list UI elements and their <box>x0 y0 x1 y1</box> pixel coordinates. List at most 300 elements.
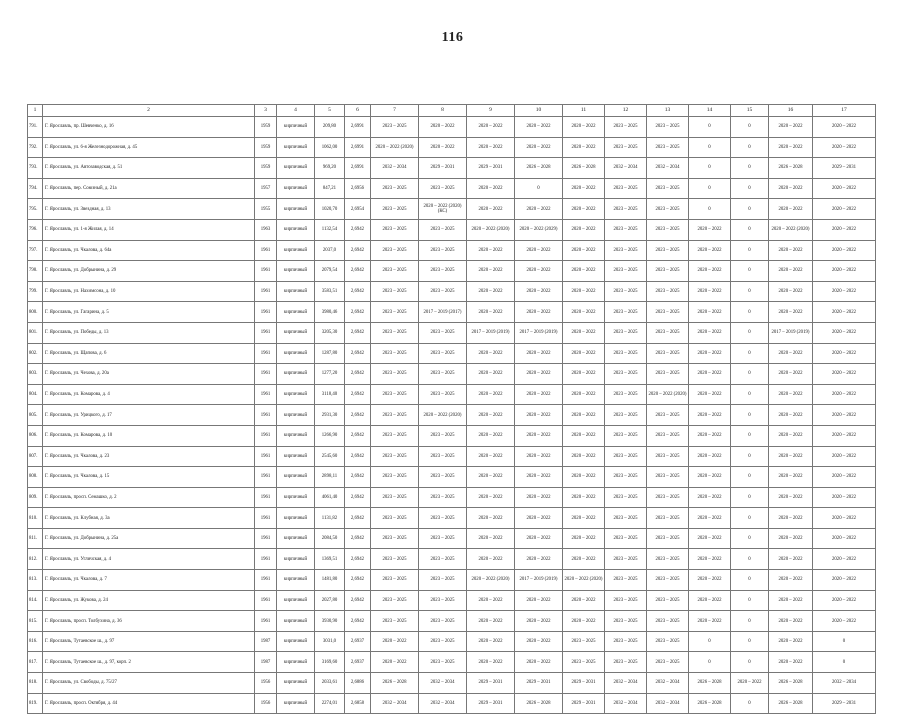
table-cell: 2023 – 2025 <box>419 364 467 385</box>
table-cell: 1369,51 <box>315 549 345 570</box>
table-cell: 0 <box>689 631 731 652</box>
table-cell: 2023 – 2025 <box>371 384 419 405</box>
table-cell: 0 <box>689 117 731 138</box>
table-cell: 2020 – 2022 (2020) <box>467 570 515 591</box>
table-cell: 3169,60 <box>315 652 345 673</box>
table-cell: 2020 – 2022 <box>515 343 563 364</box>
table-cell: 2020 – 2022 <box>769 631 813 652</box>
table-cell: 2023 – 2025 <box>605 384 647 405</box>
table-cell: Г. Ярославль, ул. Щапова, д. 6 <box>43 343 255 364</box>
table-cell: 2020 – 2022 <box>689 590 731 611</box>
table-cell: 2020 – 2022 <box>563 178 605 199</box>
table-cell: 2020 – 2022 <box>769 364 813 385</box>
table-cell: 2274,01 <box>315 693 345 714</box>
table-cell: 2020 – 2022 <box>769 467 813 488</box>
table-cell: 3118,40 <box>315 384 345 405</box>
table-cell: 0 <box>689 137 731 158</box>
table-cell: 2020 – 2022 <box>769 178 813 199</box>
table-cell: 2020 – 2022 (2029) <box>515 219 563 240</box>
table-cell: кирпичный <box>277 570 315 591</box>
table-cell: 209,80 <box>315 117 345 138</box>
table-cell: 2,6937 <box>345 652 371 673</box>
table-cell: 2020 – 2022 <box>731 673 769 694</box>
table-cell: 2020 – 2022 <box>689 240 731 261</box>
table-cell: 2,6954 <box>345 199 371 220</box>
table-cell: 2023 – 2025 <box>647 570 689 591</box>
table-cell: 2023 – 2025 <box>605 199 647 220</box>
table-cell: 2023 – 2025 <box>419 590 467 611</box>
table-cell: кирпичный <box>277 405 315 426</box>
table-row <box>28 652 876 673</box>
table-cell: 2,6942 <box>345 322 371 343</box>
table-cell: 2023 – 2025 <box>371 343 419 364</box>
table-cell: 2020 – 2022 <box>563 240 605 261</box>
table-cell: 1956 <box>255 693 277 714</box>
table-cell: 2020 – 2022 <box>769 425 813 446</box>
table-cell: 2029 – 2031 <box>419 158 467 179</box>
table-cell: 2020 – 2022 (2020) <box>467 219 515 240</box>
table-cell: Г. Ярославль, ул. Угличская, д. 4 <box>43 549 255 570</box>
table-cell: 2023 – 2025 <box>419 446 467 467</box>
table-cell: 3583,51 <box>315 281 345 302</box>
table-cell: 2023 – 2025 <box>419 240 467 261</box>
table-cell: 2020 – 2022 <box>563 261 605 282</box>
table-row <box>28 281 876 302</box>
table-cell: 2023 – 2025 <box>647 487 689 508</box>
table-cell: 2020 – 2022 <box>563 219 605 240</box>
table-cell: 0 <box>731 343 769 364</box>
table-cell: 0 <box>731 467 769 488</box>
column-header: 7 <box>371 105 419 117</box>
table-cell: 799. <box>28 281 43 302</box>
table-cell: 2020 – 2022 <box>515 281 563 302</box>
table-cell: 2023 – 2025 <box>371 508 419 529</box>
table-cell: 2020 – 2022 <box>467 405 515 426</box>
column-header: 13 <box>647 105 689 117</box>
table-cell: 2023 – 2025 <box>605 446 647 467</box>
table-cell: 1961 <box>255 570 277 591</box>
table-cell: 2023 – 2025 <box>647 137 689 158</box>
table-cell: 814. <box>28 590 43 611</box>
table-cell: 0 <box>731 199 769 220</box>
table-row <box>28 137 876 158</box>
table-row <box>28 199 876 220</box>
table-cell: 2020 – 2022 <box>515 405 563 426</box>
table-cell: Г. Ярославль, ул. Звездная, д. 13 <box>43 199 255 220</box>
table-row <box>28 487 876 508</box>
table-cell: 2020 – 2022 <box>563 549 605 570</box>
table-cell: 801. <box>28 322 43 343</box>
table-cell: 2,6858 <box>345 693 371 714</box>
table-cell: 0 <box>731 117 769 138</box>
table-cell: 2020 – 2022 <box>689 549 731 570</box>
table-cell: Г. Ярославль, ул. 6-я Железнодорожная, д. 45 <box>43 137 255 158</box>
table-cell: 2,6942 <box>345 508 371 529</box>
table-cell: 2027,80 <box>315 590 345 611</box>
table-cell: 2023 – 2025 <box>371 364 419 385</box>
table-cell: 0 <box>731 590 769 611</box>
table-cell: 2023 – 2025 <box>371 590 419 611</box>
table-cell: 2023 – 2025 <box>419 261 467 282</box>
table-cell: 2020 – 2022 <box>813 322 876 343</box>
table-cell: Г. Ярославль, ул. Гагарина, д. 5 <box>43 302 255 323</box>
table-cell: 2020 – 2022 <box>813 137 876 158</box>
table-cell: 2023 – 2025 <box>419 425 467 446</box>
table-cell: 2023 – 2025 <box>419 322 467 343</box>
table-cell: 1956 <box>255 673 277 694</box>
table-cell: 1961 <box>255 240 277 261</box>
table-cell: 1266,90 <box>315 425 345 446</box>
table-cell: кирпичный <box>277 590 315 611</box>
table-cell: 2020 – 2022 <box>563 117 605 138</box>
table-cell: 2026 – 2028 <box>563 158 605 179</box>
table-cell: 2023 – 2025 <box>647 199 689 220</box>
table-row <box>28 446 876 467</box>
table-cell: 2023 – 2025 <box>419 652 467 673</box>
table-cell: 1961 <box>255 590 277 611</box>
table-cell: 2020 – 2022 (2020) <box>647 384 689 405</box>
table-cell: 2029 – 2031 <box>467 673 515 694</box>
table-cell: 2,6942 <box>345 405 371 426</box>
table-cell: 2020 – 2022 <box>769 611 813 632</box>
table-cell: кирпичный <box>277 508 315 529</box>
table-cell: 2020 – 2022 <box>689 570 731 591</box>
table-cell: 2020 – 2022 <box>515 549 563 570</box>
table-cell: 2023 – 2025 <box>647 117 689 138</box>
table-cell: кирпичный <box>277 178 315 199</box>
table-cell: 812. <box>28 549 43 570</box>
table-cell: 2023 – 2025 <box>371 240 419 261</box>
table-cell: Г. Ярославль, ул. Комарова, д. 10 <box>43 425 255 446</box>
table-cell: 791. <box>28 117 43 138</box>
table-cell: 2023 – 2025 <box>419 384 467 405</box>
table-cell: 2931,30 <box>315 405 345 426</box>
table-cell: 2033,61 <box>315 673 345 694</box>
table-cell: 2020 – 2022 <box>563 590 605 611</box>
table-cell: 2023 – 2025 <box>419 343 467 364</box>
table-cell: 0 <box>731 652 769 673</box>
table-cell: 0 <box>689 158 731 179</box>
table-cell: 2023 – 2025 <box>371 446 419 467</box>
table-cell: 2020 – 2022 <box>515 302 563 323</box>
table-cell: 2023 – 2025 <box>371 302 419 323</box>
table-cell: 2020 – 2022 <box>813 590 876 611</box>
table-cell: 2020 – 2022 <box>515 261 563 282</box>
table-cell: 2020 – 2022 <box>515 117 563 138</box>
table-cell: 817. <box>28 652 43 673</box>
table-cell: 2020 – 2022 <box>813 117 876 138</box>
table-cell: 2029 – 2031 <box>515 673 563 694</box>
table-cell: 2020 – 2022 <box>813 405 876 426</box>
table-cell: 2017 – 2019 (2019) <box>769 322 813 343</box>
table-row <box>28 158 876 179</box>
table-cell: 0 <box>731 322 769 343</box>
table-cell: 2023 – 2025 <box>605 219 647 240</box>
table-cell: 2020 – 2022 <box>467 652 515 673</box>
table-cell: кирпичный <box>277 467 315 488</box>
table-cell: 2020 – 2022 <box>467 117 515 138</box>
table-cell: 2023 – 2025 <box>647 467 689 488</box>
table-cell: 2084,50 <box>315 528 345 549</box>
table-cell: 2020 – 2022 <box>563 528 605 549</box>
table-cell: 2026 – 2028 <box>689 673 731 694</box>
table-cell: 2020 – 2022 <box>769 446 813 467</box>
table-cell: 2020 – 2022 <box>563 487 605 508</box>
table-cell: 2020 – 2022 <box>371 631 419 652</box>
table-row <box>28 549 876 570</box>
table-cell: 1961 <box>255 508 277 529</box>
table-cell: 2020 – 2022 <box>813 219 876 240</box>
table-cell: кирпичный <box>277 322 315 343</box>
table-cell: 2020 – 2022 <box>813 178 876 199</box>
table-cell: 2020 – 2022 <box>515 652 563 673</box>
table-cell: 1961 <box>255 487 277 508</box>
table-cell: 3031,0 <box>315 631 345 652</box>
table-cell: 1961 <box>255 425 277 446</box>
table-cell: 0 <box>731 158 769 179</box>
table-cell: 2023 – 2025 <box>563 631 605 652</box>
table-cell: 792. <box>28 137 43 158</box>
table-cell: 0 <box>731 281 769 302</box>
column-header: 17 <box>813 105 876 117</box>
column-header: 14 <box>689 105 731 117</box>
table-cell: 2023 – 2025 <box>647 261 689 282</box>
table-cell: 2020 – 2022 <box>813 343 876 364</box>
table-row <box>28 570 876 591</box>
table-cell: 2020 – 2022 <box>689 322 731 343</box>
table-cell: 2023 – 2025 <box>419 508 467 529</box>
table-cell: 2023 – 2025 <box>371 281 419 302</box>
table-cell: кирпичный <box>277 199 315 220</box>
table-cell: 2023 – 2025 <box>371 219 419 240</box>
table-cell: кирпичный <box>277 652 315 673</box>
table-cell: 0 <box>813 652 876 673</box>
table-cell: 2023 – 2025 <box>371 425 419 446</box>
table-cell: 2023 – 2025 <box>605 117 647 138</box>
schedule-table <box>27 104 876 714</box>
table-cell: 2023 – 2025 <box>647 405 689 426</box>
table-cell: 2020 – 2022 <box>689 343 731 364</box>
table-cell: 813. <box>28 570 43 591</box>
table-cell: 2023 – 2025 <box>647 549 689 570</box>
table-cell: 2023 – 2025 <box>605 467 647 488</box>
table-cell: 808. <box>28 467 43 488</box>
table-cell: 1961 <box>255 611 277 632</box>
table-cell: 2023 – 2025 <box>563 652 605 673</box>
table-cell: 1961 <box>255 302 277 323</box>
table-cell: 2,6942 <box>345 261 371 282</box>
table-cell: 2020 – 2022 <box>515 137 563 158</box>
table-cell: 2020 – 2022 <box>689 508 731 529</box>
table-cell: 2023 – 2025 <box>371 528 419 549</box>
table-cell: 2020 – 2022 <box>769 487 813 508</box>
table-cell: 2020 – 2022 <box>467 487 515 508</box>
table-cell: 2032 – 2034 <box>371 693 419 714</box>
table-cell: 2,6886 <box>345 673 371 694</box>
table-cell: 2023 – 2025 <box>605 487 647 508</box>
table-cell: Г. Ярославль, ул. Чкалова, д. 64а <box>43 240 255 261</box>
table-cell: 1961 <box>255 343 277 364</box>
table-cell: 2023 – 2025 <box>605 570 647 591</box>
table-cell: 2020 – 2022 <box>515 631 563 652</box>
table-cell: 2,6942 <box>345 570 371 591</box>
table-cell: 2,6942 <box>345 240 371 261</box>
table-cell: 2023 – 2025 <box>647 364 689 385</box>
table-cell: 2,6942 <box>345 281 371 302</box>
table-cell: 2020 – 2022 <box>769 261 813 282</box>
table-cell: 2023 – 2025 <box>371 178 419 199</box>
table-cell: 2023 – 2025 <box>419 487 467 508</box>
table-cell: 2020 – 2022 <box>563 425 605 446</box>
table-cell: кирпичный <box>277 219 315 240</box>
table-cell: 0 <box>731 446 769 467</box>
table-cell: 2,6942 <box>345 446 371 467</box>
table-cell: 2020 – 2022 <box>689 261 731 282</box>
table-header-row <box>28 105 876 117</box>
column-header: 8 <box>419 105 467 117</box>
table-cell: 2023 – 2025 <box>647 322 689 343</box>
table-cell: 2023 – 2025 <box>647 611 689 632</box>
table-cell: 2020 – 2022 <box>467 199 515 220</box>
table-cell: 810. <box>28 508 43 529</box>
table-cell: 0 <box>731 137 769 158</box>
table-cell: 2020 – 2022 <box>515 611 563 632</box>
table-cell: 2020 – 2022 <box>769 240 813 261</box>
table-cell: 2023 – 2025 <box>605 508 647 529</box>
table-cell: 2023 – 2025 <box>605 137 647 158</box>
table-cell: 2020 – 2022 <box>813 384 876 405</box>
table-cell: 2032 – 2034 <box>419 673 467 694</box>
table-cell: 2020 – 2022 <box>689 302 731 323</box>
table-cell: 2,6942 <box>345 549 371 570</box>
table-cell: 796. <box>28 219 43 240</box>
table-cell: Г. Ярославль, просп. Октября, д. 44 <box>43 693 255 714</box>
table-cell: 2020 – 2022 <box>813 240 876 261</box>
table-cell: 2023 – 2025 <box>371 117 419 138</box>
table-cell: кирпичный <box>277 158 315 179</box>
table-cell: 2020 – 2022 (2020) (КС) <box>419 199 467 220</box>
table-cell: 2,6942 <box>345 528 371 549</box>
table-cell: 3930,90 <box>315 611 345 632</box>
table-row <box>28 611 876 632</box>
table-cell: 2020 – 2022 <box>563 302 605 323</box>
table-cell: Г. Ярославль, просп. Семашко, д. 2 <box>43 487 255 508</box>
table-cell: 2020 – 2022 <box>467 611 515 632</box>
table-cell: 2023 – 2025 <box>605 631 647 652</box>
table-cell: 1961 <box>255 528 277 549</box>
table-cell: 1957 <box>255 178 277 199</box>
table-cell: 798. <box>28 261 43 282</box>
table-cell: 2,6942 <box>345 467 371 488</box>
table-cell: 797. <box>28 240 43 261</box>
table-cell: 2032 – 2034 <box>605 158 647 179</box>
table-cell: 2079,54 <box>315 261 345 282</box>
table-cell: 2020 – 2022 <box>769 528 813 549</box>
table-cell: 2020 – 2022 <box>563 508 605 529</box>
table-row <box>28 590 876 611</box>
table-cell: 2020 – 2022 <box>689 446 731 467</box>
table-cell: 2023 – 2025 <box>605 611 647 632</box>
table-cell: 0 <box>731 508 769 529</box>
table-cell: 969,20 <box>315 158 345 179</box>
table-cell: 2020 – 2022 <box>515 364 563 385</box>
table-cell: кирпичный <box>277 446 315 467</box>
table-cell: 2023 – 2025 <box>647 302 689 323</box>
table-cell: 2020 – 2022 <box>769 137 813 158</box>
table-cell: 2020 – 2022 <box>769 117 813 138</box>
housing-repair-schedule-table <box>27 104 856 714</box>
table-cell: 0 <box>689 199 731 220</box>
table-cell: 2020 – 2022 <box>515 446 563 467</box>
table-cell: 2023 – 2025 <box>371 611 419 632</box>
table-cell: 1959 <box>255 117 277 138</box>
table-cell: кирпичный <box>277 117 315 138</box>
table-cell: 2020 – 2022 <box>769 508 813 529</box>
table-cell: 2023 – 2025 <box>419 528 467 549</box>
table-cell: Г. Ярославль, ул. Нахимсона, д. 10 <box>43 281 255 302</box>
table-row <box>28 322 876 343</box>
table-cell: 807. <box>28 446 43 467</box>
table-cell: кирпичный <box>277 673 315 694</box>
table-cell: 2023 – 2025 <box>371 261 419 282</box>
table-cell: 1987 <box>255 631 277 652</box>
table-cell: Г. Ярославль, ул. Комарова, д. 4 <box>43 384 255 405</box>
table-cell: Г. Ярославль, ул. Чехова, д. 20а <box>43 364 255 385</box>
table-cell: кирпичный <box>277 240 315 261</box>
column-header: 4 <box>277 105 315 117</box>
table-cell: 2020 – 2022 (2020) <box>419 405 467 426</box>
table-cell: 2020 – 2022 <box>563 446 605 467</box>
table-cell: 2020 – 2022 <box>467 384 515 405</box>
table-cell: 2020 – 2022 <box>467 549 515 570</box>
table-cell: 811. <box>28 528 43 549</box>
table-cell: 0 <box>731 487 769 508</box>
table-cell: 2026 – 2028 <box>515 693 563 714</box>
table-cell: 2020 – 2022 <box>813 611 876 632</box>
table-cell: 2023 – 2025 <box>371 467 419 488</box>
table-cell: Г. Ярославль, Тутаевское ш., д. 97, корп. 2 <box>43 652 255 673</box>
table-cell: 802. <box>28 343 43 364</box>
table-cell: 2020 – 2022 <box>563 322 605 343</box>
table-cell: 2020 – 2022 <box>769 549 813 570</box>
table-row <box>28 219 876 240</box>
table-cell: 2020 – 2022 <box>419 137 467 158</box>
table-cell: 2020 – 2022 <box>813 364 876 385</box>
table-cell: Г. Ярославль, ул. Чкалова, д. 7 <box>43 570 255 591</box>
table-cell: 2020 – 2022 <box>563 137 605 158</box>
table-cell: 2020 – 2022 <box>813 528 876 549</box>
table-cell: 2020 – 2022 <box>813 446 876 467</box>
table-cell: 1963 <box>255 219 277 240</box>
table-cell: 2,6942 <box>345 590 371 611</box>
table-cell: кирпичный <box>277 261 315 282</box>
table-cell: 2020 – 2022 <box>515 487 563 508</box>
table-cell: 2020 – 2022 <box>467 590 515 611</box>
table-cell: 2023 – 2025 <box>371 322 419 343</box>
table-cell: 2023 – 2025 <box>419 219 467 240</box>
table-cell: 1959 <box>255 137 277 158</box>
table-cell: 1955 <box>255 199 277 220</box>
table-row <box>28 261 876 282</box>
table-cell: 805. <box>28 405 43 426</box>
table-cell: 2023 – 2025 <box>371 487 419 508</box>
table-cell: 2017 – 2019 (2019) <box>467 322 515 343</box>
table-cell: 818. <box>28 673 43 694</box>
column-header: 12 <box>605 105 647 117</box>
table-cell: 2020 – 2022 (2020) <box>769 219 813 240</box>
table-cell: 2020 – 2022 (2020) <box>563 570 605 591</box>
table-cell: 2020 – 2022 <box>769 302 813 323</box>
